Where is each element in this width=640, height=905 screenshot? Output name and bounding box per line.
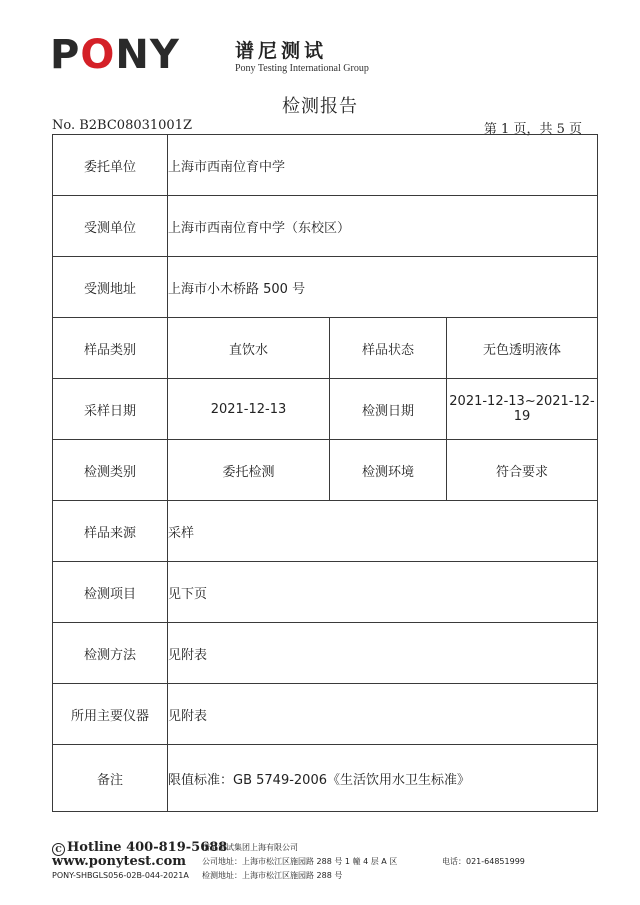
- testing-date-value: 2021-12-13~2021-12-19: [447, 379, 598, 440]
- report-number: No. B2BC08031001Z: [52, 118, 193, 133]
- test-method-value: 见附表: [168, 623, 598, 684]
- test-type-value: 委托检测: [168, 440, 330, 501]
- remarks-label: 备注: [53, 745, 168, 812]
- company-name: 谱尼测试集团上海有限公司: [202, 843, 298, 852]
- test-items-value: 见下页: [168, 562, 598, 623]
- instruments-label: 所用主要仪器: [53, 684, 168, 745]
- row-client: [53, 135, 598, 196]
- document-code: PONY-SHBGLS056-02B-044-2021A: [52, 871, 189, 880]
- test-type-label: 检测类别: [53, 440, 168, 501]
- row-test-method: [53, 623, 598, 684]
- instruments-value: 见附表: [168, 684, 598, 745]
- sample-state-label: 样品状态: [330, 318, 447, 379]
- sample-source-value: 采样: [168, 501, 598, 562]
- row-dates: [53, 379, 598, 440]
- client-value: 上海市西南位育中学: [168, 135, 598, 196]
- company-logo: [50, 30, 369, 80]
- office-address: 公司地址：上海市松江区施园路 288 号 1 幢 4 层 A 区: [202, 857, 398, 866]
- row-tested-unit: [53, 196, 598, 257]
- report-title: 检测报告: [282, 96, 358, 117]
- sample-source-label: 样品来源: [53, 501, 168, 562]
- logo-brand: PONY: [50, 32, 180, 78]
- lab-address: 检测地址：上海市松江区施园路 288 号: [202, 871, 343, 880]
- row-sample: [53, 318, 598, 379]
- row-sample-source: [53, 501, 598, 562]
- sample-category-value: 直饮水: [168, 318, 330, 379]
- tested-unit-value: 上海市西南位育中学（东校区）: [168, 196, 598, 257]
- test-environment-label: 检测环境: [330, 440, 447, 501]
- sampling-date-value: 2021-12-13: [168, 379, 330, 440]
- sample-category-label: 样品类别: [53, 318, 168, 379]
- hotline: C Hotline 400-819-5688: [52, 840, 227, 856]
- test-method-label: 检测方法: [53, 623, 168, 684]
- client-label: 委托单位: [53, 135, 168, 196]
- page-info: 第 1 页，共 5 页: [483, 122, 582, 137]
- tested-address-label: 受测地址: [53, 257, 168, 318]
- logo-name-en: Pony Testing International Group: [235, 63, 369, 74]
- test-environment-value: 符合要求: [447, 440, 598, 501]
- phone-icon: C: [52, 843, 65, 856]
- tested-unit-label: 受测单位: [53, 196, 168, 257]
- row-tested-address: [53, 257, 598, 318]
- sampling-date-label: 采样日期: [53, 379, 168, 440]
- website-link[interactable]: www.ponytest.com: [52, 854, 187, 869]
- row-instruments: [53, 684, 598, 745]
- row-test-items: [53, 562, 598, 623]
- row-remarks: [53, 745, 598, 812]
- report-table: [52, 134, 598, 812]
- tested-address-value: 上海市小木桥路 500 号: [168, 257, 598, 318]
- remarks-value: 限值标准：GB 5749-2006《生活饮用水卫生标准》: [168, 745, 598, 812]
- phone-number: 电话：021-64851999: [442, 857, 525, 866]
- row-test-type: [53, 440, 598, 501]
- logo-name-cn: 谱尼测试: [235, 40, 328, 62]
- testing-date-label: 检测日期: [330, 379, 447, 440]
- sample-state-value: 无色透明液体: [447, 318, 598, 379]
- test-items-label: 检测项目: [53, 562, 168, 623]
